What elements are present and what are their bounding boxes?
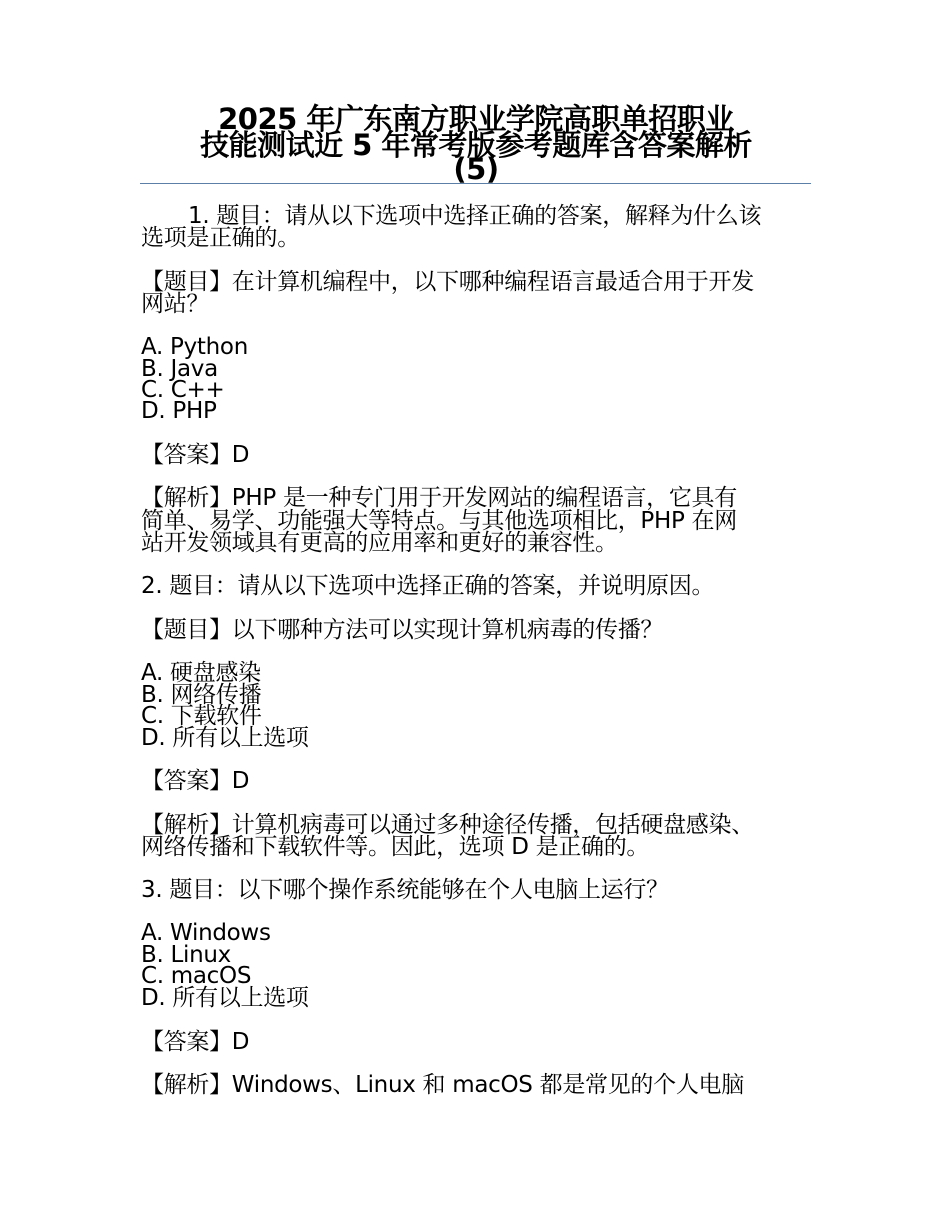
q1-analysis-line-2: 简单、易学、功能强大等特点。与其他选项相比，PHP 在网 [141, 508, 737, 534]
q3-analysis-line-1: 【解析】Windows、Linux 和 macOS 都是常见的个人电脑 [141, 1072, 744, 1098]
q2-analysis-line-1: 【解析】计算机病毒可以通过多种途径传播，包括硬盘感染、 [141, 812, 754, 838]
q3-option-c: C. macOS [141, 963, 252, 989]
q2-option-c: C. 下载软件 [141, 703, 262, 729]
q1-answer: 【答案】D [141, 442, 250, 468]
q1-option-a: A. Python [141, 334, 248, 360]
document-title-line-2: 技能测试近 5 年常考版参考题库含答案解析 [200, 128, 752, 162]
q2-option-b: B. 网络传播 [141, 682, 262, 708]
q2-question: 【题目】以下哪种方法可以实现计算机病毒的传播？ [141, 617, 664, 643]
q3-option-d: D. 所有以上选项 [141, 985, 309, 1011]
q2-answer: 【答案】D [141, 768, 250, 794]
q1-analysis-line-1: 【解析】PHP 是一种专门用于开发网站的编程语言，它具有 [141, 485, 737, 511]
q1-option-d: D. PHP [141, 398, 217, 424]
q2-option-a: A. 硬盘感染 [141, 660, 261, 686]
q3-option-b: B. Linux [141, 942, 231, 968]
document-title-line-1: 2025 年广东南方职业学院高职单招职业 [218, 102, 734, 136]
q1-intro-line-1: 1. 题目：请从以下选项中选择正确的答案，解释为什么该 [188, 203, 762, 229]
q1-question-line-1: 【题目】在计算机编程中，以下哪种编程语言最适合用于开发 [141, 269, 754, 295]
document-title-line-3: (5) [453, 152, 499, 186]
q1-option-c: C. C++ [141, 377, 225, 403]
title-divider [140, 183, 811, 184]
q1-analysis-line-3: 站开发领域具有更高的应用率和更好的兼容性。 [141, 530, 618, 556]
q2-analysis-line-2: 网络传播和下载软件等。因此，选项 D 是正确的。 [141, 834, 650, 860]
q1-intro-line-2: 选项是正确的。 [141, 225, 300, 251]
q1-option-b: B. Java [141, 356, 218, 382]
q1-question-line-2: 网站？ [141, 291, 210, 317]
q2-intro: 2. 题目：请从以下选项中选择正确的答案，并说明原因。 [141, 573, 715, 599]
q3-answer: 【答案】D [141, 1029, 250, 1055]
q3-intro: 3. 题目：以下哪个操作系统能够在个人电脑上运行？ [141, 877, 669, 903]
q3-option-a: A. Windows [141, 920, 271, 946]
q2-option-d: D. 所有以上选项 [141, 725, 309, 751]
